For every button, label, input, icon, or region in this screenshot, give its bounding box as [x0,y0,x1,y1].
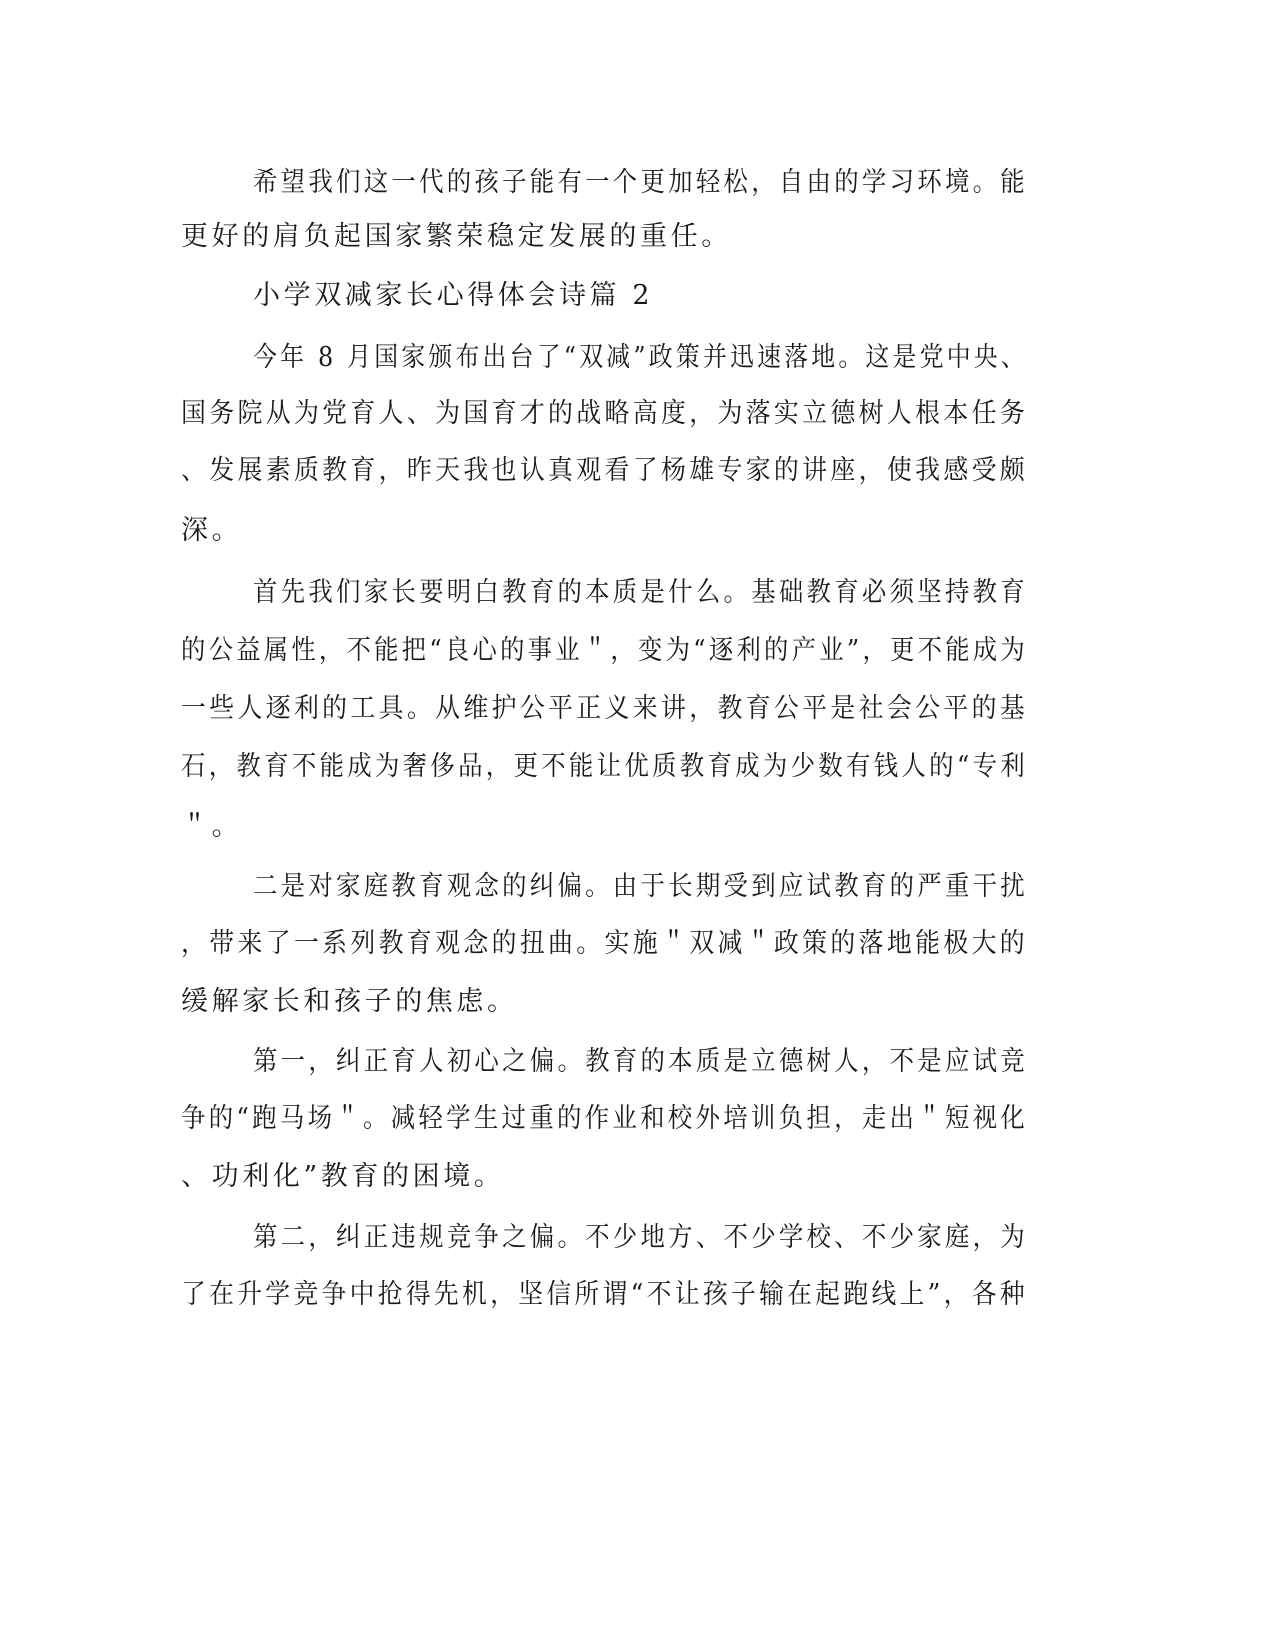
text-line: 二是对家庭教育观念的纠偏。由于长期受到应试教育的严重干扰 [253,871,1028,902]
text-line: 第二，纠正违规竞争之偏。不少地方、不少学校、不少家庭，为 [253,1222,1028,1253]
paragraph-line [0,568,1275,618]
text-line: 争的“跑马场＂。减轻学生过重的作业和校外培训负担，走出＂短视化 [181,1103,1029,1134]
text-line: 、发展素质教育，昨天我也认真观看了杨雄专家的讲座，使我感受颇 [181,455,1029,486]
paragraph-line [0,1037,1275,1087]
text-line: 深。 [181,515,243,546]
text-line: 希望我们这一代的孩子能有一个更加轻松，自由的学习环境。能 [253,167,1028,198]
paragraph-line [0,977,1275,1027]
paragraph-line [0,158,1275,208]
text-line: 缓解家长和孩子的焦虑。 [181,986,518,1017]
paragraph-line [0,919,1275,969]
text-line: 一些人逐利的工具。从维护公平正义来讲，教育公平是社会公平的基 [181,693,1029,724]
paragraph-line [0,212,1275,262]
text-line: 第一，纠正育人初心之偏。教育的本质是立德树人，不是应试竞 [253,1046,1028,1077]
paragraph-line [0,333,1275,383]
paragraph-line [0,862,1275,912]
section-heading [0,271,1275,321]
text-line: ，带来了一系列教育观念的扭曲。实施＂双减＂政策的落地能极大的 [181,928,1029,959]
paragraph-line [0,446,1275,496]
text-line: 、功利化”教育的困境。 [181,1161,505,1192]
paragraph-line [0,389,1275,439]
paragraph-line [0,506,1275,556]
paragraph-line [0,1152,1275,1202]
text-line: 国务院从为党育人、为国育才的战略高度，为落实立德树人根本任务 [181,398,1029,429]
paragraph-line [0,742,1275,792]
text-line: 石，教育不能成为奢侈品，更不能让优质教育成为少数有钱人的“专利 [181,751,1029,782]
paragraph-line [0,684,1275,734]
text-line: 首先我们家长要明白教育的本质是什么。基础教育必须坚持教育 [253,577,1028,608]
text-line: ＂。 [181,811,243,842]
text-line: 的公益属性，不能把“良心的事业＂，变为“逐利的产业”，更不能成为 [181,635,1028,666]
paragraph-line [0,1213,1275,1263]
text-line: 今年 8 月国家颁布出台了“双减”政策并迅速落地。这是党中央、 [253,342,1028,373]
text-line: 了在升学竞争中抢得先机，坚信所谓“不让孩子输在起跑线上”，各种 [181,1279,1028,1310]
paragraph-line [0,1094,1275,1144]
paragraph-line [0,802,1275,852]
paragraph-line [0,626,1275,676]
text-line: 更好的肩负起国家繁荣稳定发展的重任。 [181,221,732,252]
heading-text: 小学双减家长心得体会诗篇 2 [253,280,654,311]
paragraph-line [0,1270,1275,1320]
